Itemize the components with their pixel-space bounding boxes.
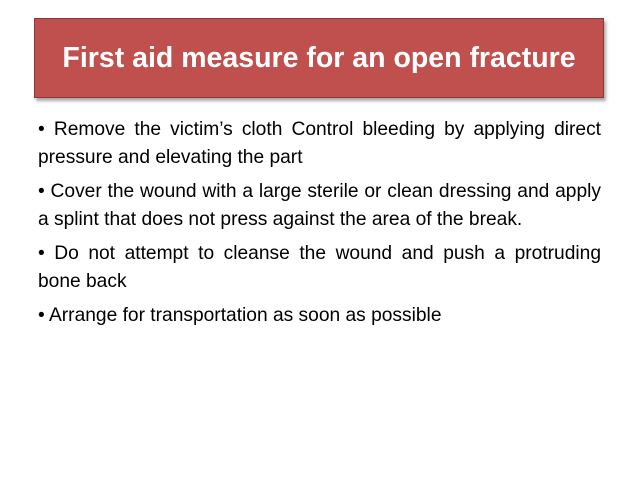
slide-title: First aid measure for an open fracture [62, 41, 576, 74]
bullet-paragraph: • Arrange for transportation as soon as possible [38, 305, 442, 326]
bullet-paragraph: • Remove the victim’s cloth Control bleeding by applying direct pressure and elevating the part [38, 119, 601, 168]
bullet-paragraph: • Do not attempt to cleanse the wound and push a protruding bone back [38, 243, 601, 292]
slide-title-banner [34, 18, 604, 98]
slide-body [38, 116, 601, 336]
bullet-paragraph: • Cover the wound with a large sterile or clean dressing and apply a splint that does not press against the area of the break. [38, 181, 601, 230]
